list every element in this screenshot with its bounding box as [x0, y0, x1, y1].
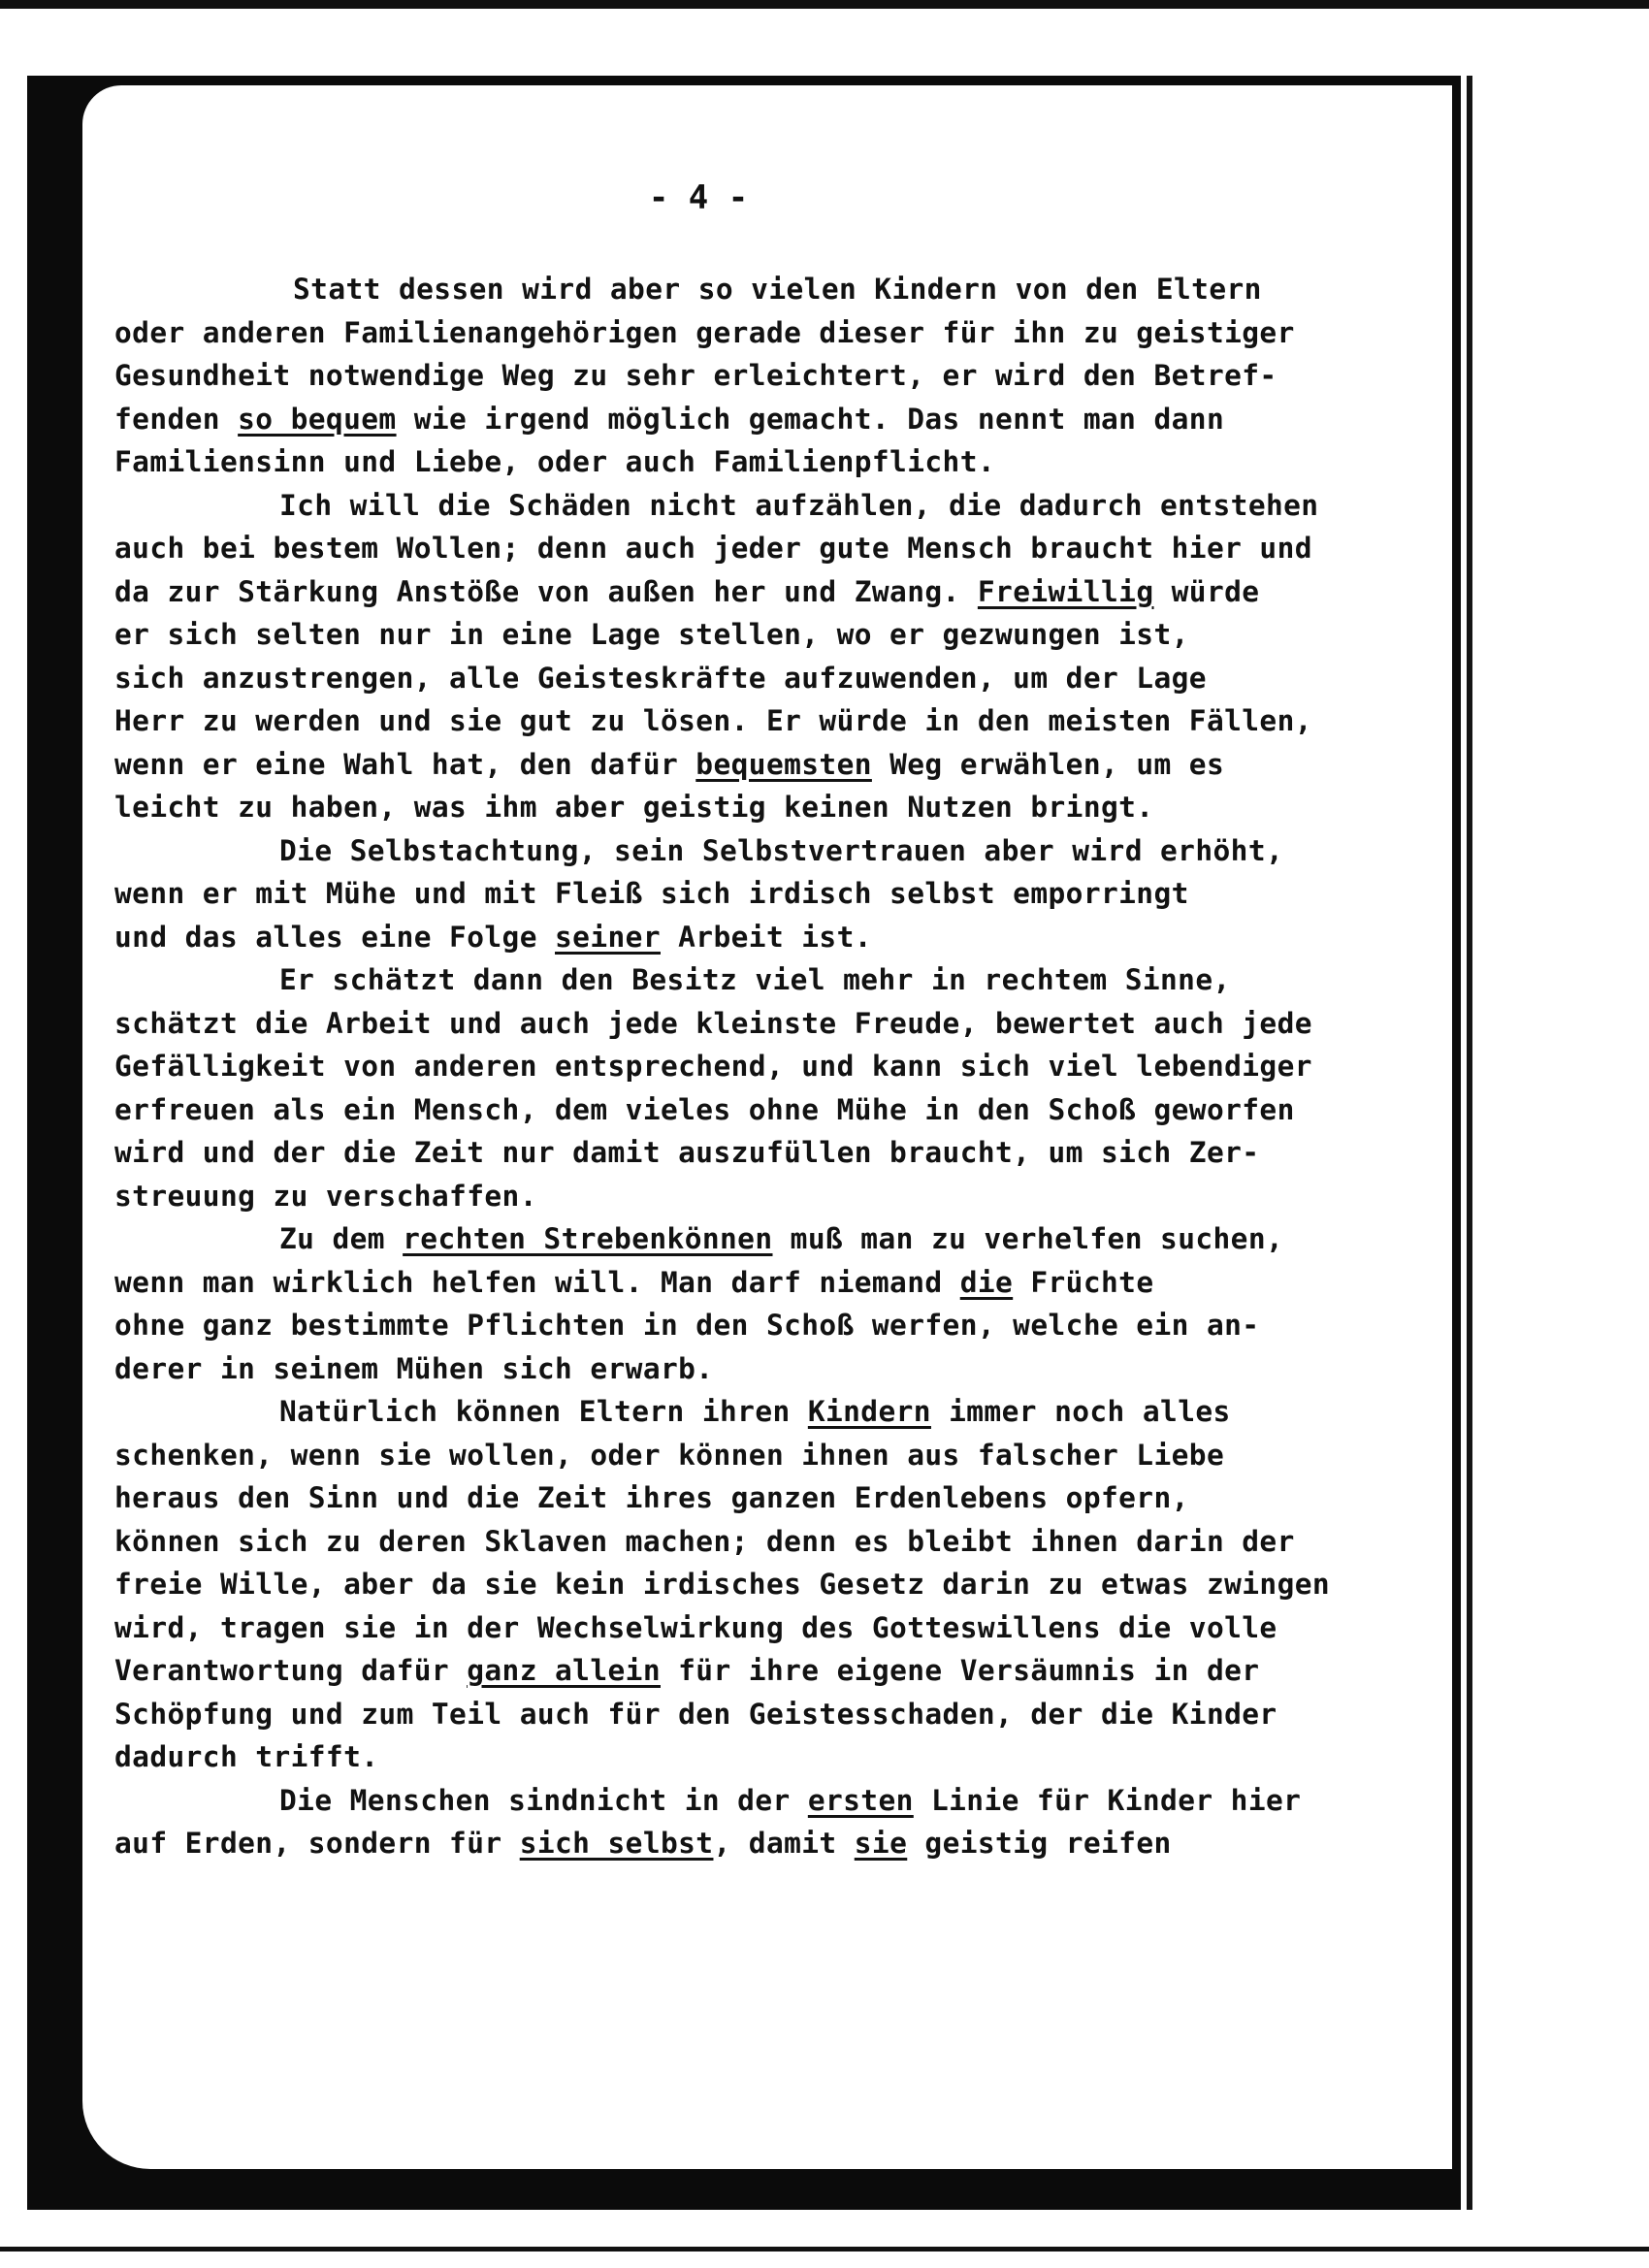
text-segment: auf Erden, sondern für [114, 1827, 520, 1860]
text-segment: Familiensinn und Liebe, oder auch Familienpflicht. [114, 445, 996, 478]
text-line [114, 484, 1434, 528]
text-segment: schätzt die Arbeit und auch jede kleinste Freude, bewertet auch jede [114, 1006, 1312, 1040]
text-segment: er sich selten nur in eine Lage stellen, wo er gezwungen ist, [114, 618, 1189, 651]
text-line [114, 743, 1434, 787]
text-line [114, 1822, 1434, 1865]
text-segment: wird und der die Zeit nur damit auszufüllen braucht, um sich Zer- [114, 1136, 1260, 1169]
page-number: - 4 - [648, 178, 749, 217]
underlined-text: rechten Strebenkönnen [403, 1222, 773, 1255]
text-segment: Gefälligkeit von anderen entsprechend, und kann sich viel lebendiger [114, 1050, 1312, 1083]
text-segment: sich anzustrengen, alle Geisteskräfte aufzuwenden, um der Lage [114, 661, 1207, 695]
text-segment: Verantwortung dafür [114, 1654, 468, 1687]
text-line [114, 1261, 1434, 1305]
text-segment: oder anderen Familienangehörigen gerade dieser für ihn zu geistiger [114, 315, 1295, 349]
underlined-text: sie [854, 1827, 908, 1860]
text-segment: Weg erwählen, um es [871, 747, 1225, 781]
text-segment: derer in seinem Mühen sich erwarb. [114, 1351, 714, 1385]
text-segment: Die Menschen sindnicht in der [279, 1783, 808, 1817]
text-segment: würde [1153, 574, 1260, 608]
text-line [114, 699, 1434, 743]
text-segment: Zu dem [279, 1222, 404, 1255]
body-text [114, 268, 1434, 1865]
text-segment: Schöpfung und zum Teil auch für den Geistesschaden, der die Kinder [114, 1697, 1277, 1731]
text-line [114, 1088, 1434, 1132]
text-segment: Arbeit ist. [660, 920, 872, 954]
text-segment: wird, tragen sie in der Wechselwirkung des Gotteswillens die volle [114, 1610, 1277, 1644]
underlined-text: seiner [555, 920, 661, 954]
text-segment: ohne ganz bestimmte Pflichten in den Schoß werfen, welche ein an- [114, 1309, 1260, 1342]
text-segment: wenn er mit Mühe und mit Fleiß sich irdisch selbst emporringt [114, 877, 1189, 910]
text-line [114, 268, 1434, 311]
text-line [114, 1779, 1434, 1823]
text-segment: Früchte [1013, 1265, 1154, 1299]
text-line [114, 786, 1434, 829]
text-line [114, 311, 1434, 355]
text-line [114, 1347, 1434, 1391]
text-line [114, 916, 1434, 959]
text-line [114, 354, 1434, 398]
text-line [114, 1217, 1434, 1261]
text-segment: Die Selbstachtung, sein Selbstvertrauen aber wird erhöht, [279, 833, 1284, 867]
text-segment: Ich will die Schäden nicht aufzählen, die dadurch entstehen [279, 488, 1319, 522]
text-segment: auch bei bestem Wollen; denn auch jeder gute Mensch braucht hier und [114, 532, 1312, 565]
text-line [114, 1606, 1434, 1650]
text-segment: muß man zu verhelfen suchen, [772, 1222, 1284, 1255]
text-line [114, 1563, 1434, 1606]
text-line [114, 1520, 1434, 1564]
text-line [114, 440, 1434, 484]
underlined-text: sich selbst [519, 1827, 714, 1860]
text-segment: wenn er eine Wahl hat, den dafür [114, 747, 696, 781]
text-line [114, 1131, 1434, 1175]
text-segment: freie Wille, aber da sie kein irdisches Gesetz darin zu etwas zwingen [114, 1568, 1331, 1601]
text-segment: , damit [713, 1827, 855, 1860]
text-segment: fenden [114, 402, 239, 436]
text-segment: Er schätzt dann den Besitz viel mehr in rechtem Sinne, [279, 963, 1231, 996]
text-line [114, 398, 1434, 441]
text-segment: Gesundheit notwendige Weg zu sehr erleichtert, er wird den Betref- [114, 359, 1277, 392]
text-line [114, 1693, 1434, 1736]
text-segment: und das alles eine Folge [114, 920, 556, 954]
text-line [114, 527, 1434, 570]
text-segment: können sich zu deren Sklaven machen; denn es bleibt ihnen darin der [114, 1524, 1295, 1558]
text-segment: streuung zu verschaffen. [114, 1179, 537, 1213]
text-line [114, 1476, 1434, 1520]
text-line [114, 1735, 1434, 1779]
underlined-text: Kindern [807, 1395, 931, 1428]
text-segment: Herr zu werden und sie gut zu lösen. Er würde in den meisten Fällen, [114, 704, 1312, 737]
text-segment: dadurch trifft. [114, 1740, 379, 1773]
scan-right-edge [1467, 76, 1472, 2210]
text-line [114, 613, 1434, 657]
text-line [114, 570, 1434, 614]
text-line [114, 1434, 1434, 1477]
underlined-text: bequemsten [695, 747, 872, 781]
underlined-text: ganz allein [467, 1654, 661, 1687]
underlined-text: so bequem [238, 402, 397, 436]
text-line [114, 657, 1434, 700]
text-segment: da zur Stärkung Anstöße von außen her und Zwang. [114, 574, 978, 608]
scan-top-border [0, 0, 1649, 9]
text-segment: schenken, wenn sie wollen, oder können ihnen aus falscher Liebe [114, 1438, 1225, 1472]
text-line [114, 872, 1434, 916]
underlined-text: ersten [807, 1783, 914, 1817]
text-segment: Natürlich können Eltern ihren [279, 1395, 808, 1428]
text-segment: geistig reifen [907, 1827, 1172, 1860]
text-segment: leicht zu haben, was ihm aber geistig keinen Nutzen bringt. [114, 791, 1154, 824]
underlined-text: Freiwillig [977, 574, 1154, 608]
scan-bottom-line [0, 2247, 1649, 2252]
text-line [114, 829, 1434, 873]
text-segment: wie irgend möglich gemacht. Das nennt man dann [396, 402, 1225, 436]
text-segment: für ihre eigene Versäumnis in der [660, 1654, 1260, 1687]
text-segment: heraus den Sinn und die Zeit ihres ganzen Erdenlebens opfern, [114, 1481, 1189, 1514]
text-line [114, 1045, 1434, 1088]
underlined-text: die [959, 1265, 1014, 1299]
text-line [114, 1002, 1434, 1046]
text-line [114, 1390, 1434, 1434]
text-line [114, 1304, 1434, 1347]
text-segment: Linie für Kinder hier [913, 1783, 1302, 1817]
text-line [114, 1175, 1434, 1218]
text-line [114, 1649, 1434, 1693]
text-segment: Statt dessen wird aber so vielen Kindern von den Eltern [293, 273, 1262, 306]
text-segment: erfreuen als ein Mensch, dem vieles ohne Mühe in den Schoß geworfen [114, 1092, 1295, 1126]
text-segment: immer noch alles [930, 1395, 1231, 1428]
text-line [114, 958, 1434, 1002]
text-segment: wenn man wirklich helfen will. Man darf niemand [114, 1265, 960, 1299]
